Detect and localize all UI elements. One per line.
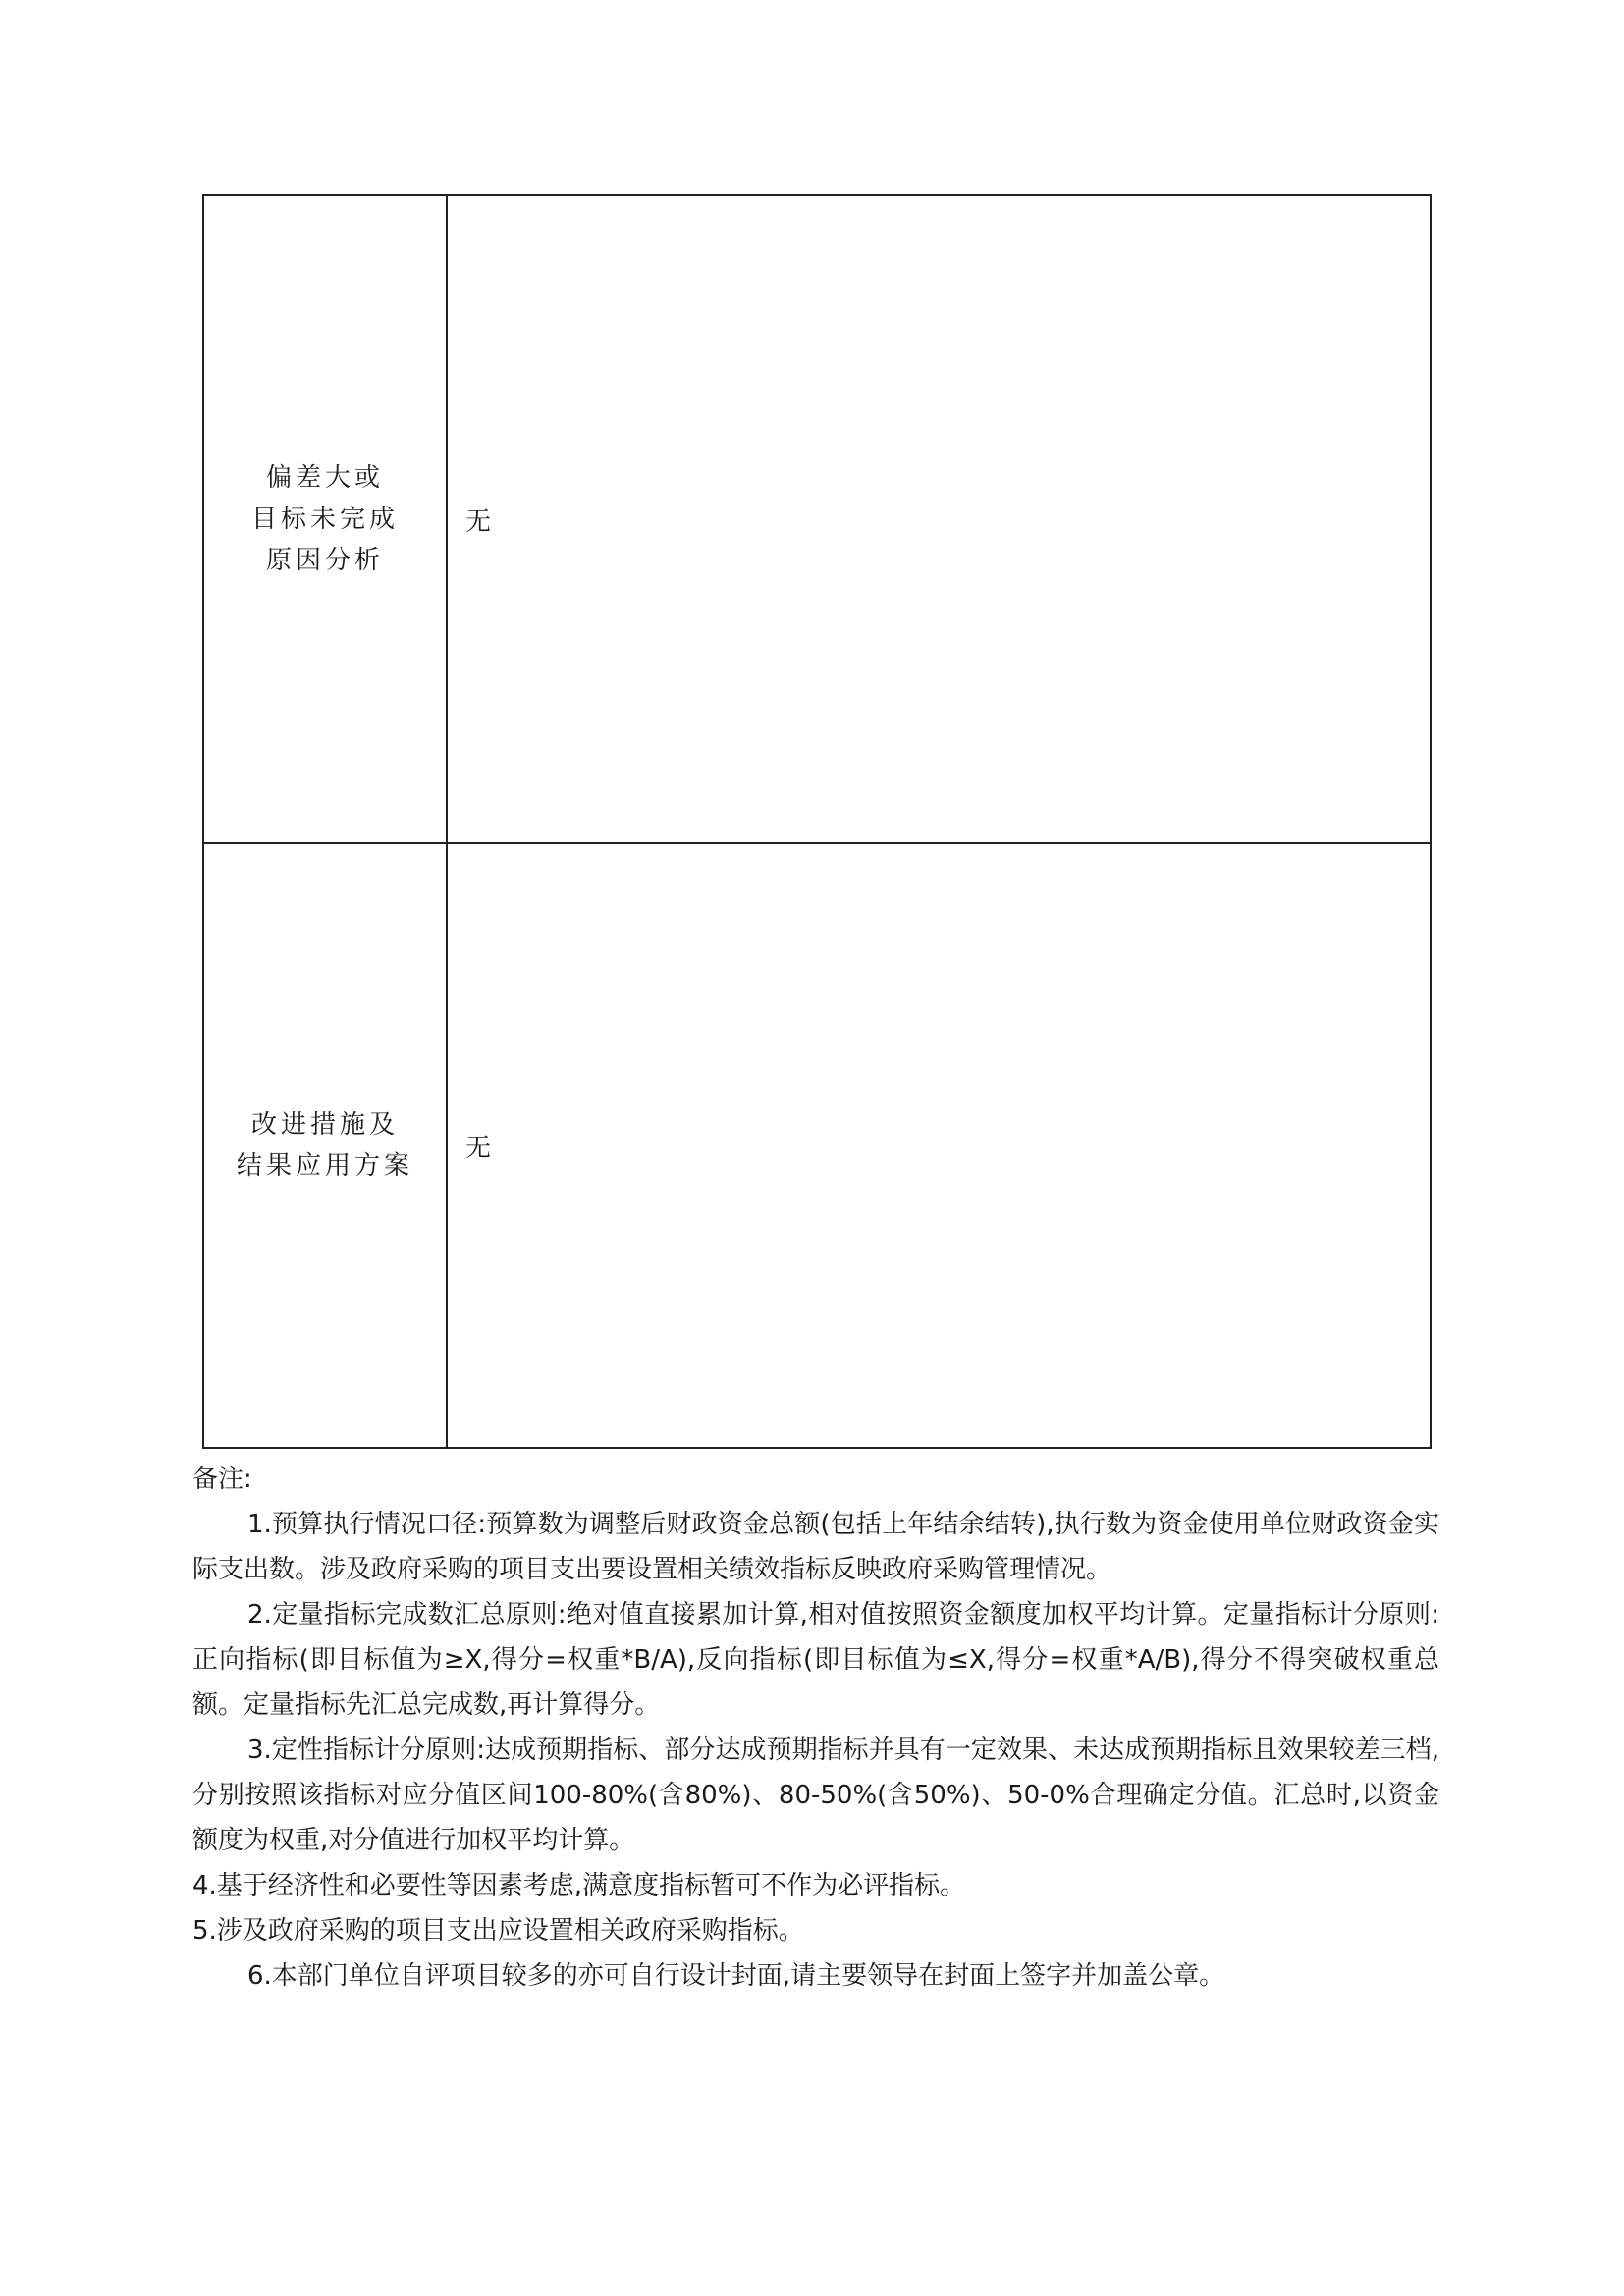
note-item-2: 2.定量指标完成数汇总原则:绝对值直接累加计算,相对值按照资金额度加权平均计算。定量指标计分原则:正向指标(即目标值为≥X,得分=权重*B/A),反向指标(即目标值为≤X,得分=权重*A/B),得分不得突破权重总额。定量指标先汇总完成数,再计算得分。	[192, 1600, 1439, 1720]
table-row-improvement-measures	[203, 843, 1431, 1448]
label-line: 目标未完成	[250, 505, 399, 534]
note-item-3: 3.定性指标计分原则:达成预期指标、部分达成预期指标并具有一定效果、未达成预期指标且效果较差三档,分别按照该指标对应分值区间100-80%(含80%)、80-50%(含50%)、50-0%合理确定分值。汇总时,以资金额度为权重,对分值进行加权平均计算。	[192, 1735, 1439, 1855]
notes-section	[192, 1457, 1439, 1999]
note-item-6: 6.本部门单位自评项目较多的亦可自行设计封面,请主要领导在封面上签字并加盖公章。	[247, 1961, 1225, 1991]
note-item-5: 5.涉及政府采购的项目支出应设置相关政府采购指标。	[192, 1916, 804, 1946]
improvement-measures-value: 无	[447, 843, 1431, 1448]
label-line: 改进措施及	[250, 1110, 399, 1140]
label-line: 偏差大或	[265, 463, 384, 493]
evaluation-table	[202, 194, 1432, 1449]
deviation-analysis-value: 无	[447, 195, 1431, 843]
notes-heading: 备注:	[192, 1465, 252, 1494]
improvement-measures-label	[203, 843, 447, 1448]
label-line: 原因分析	[265, 546, 384, 575]
label-line: 结果应用方案	[236, 1151, 413, 1181]
note-item-1: 1.预算执行情况口径:预算数为调整后财政资金总额(包括上年结余结转),执行数为资金使用单位财政资金实际支出数。涉及政府采购的项目支出要设置相关绩效指标反映政府采购管理情况。	[192, 1510, 1439, 1584]
deviation-analysis-label	[203, 195, 447, 843]
table-row-deviation-analysis	[203, 195, 1431, 843]
note-item-4: 4.基于经济性和必要性等因素考虑,满意度指标暂可不作为必评指标。	[192, 1871, 966, 1900]
